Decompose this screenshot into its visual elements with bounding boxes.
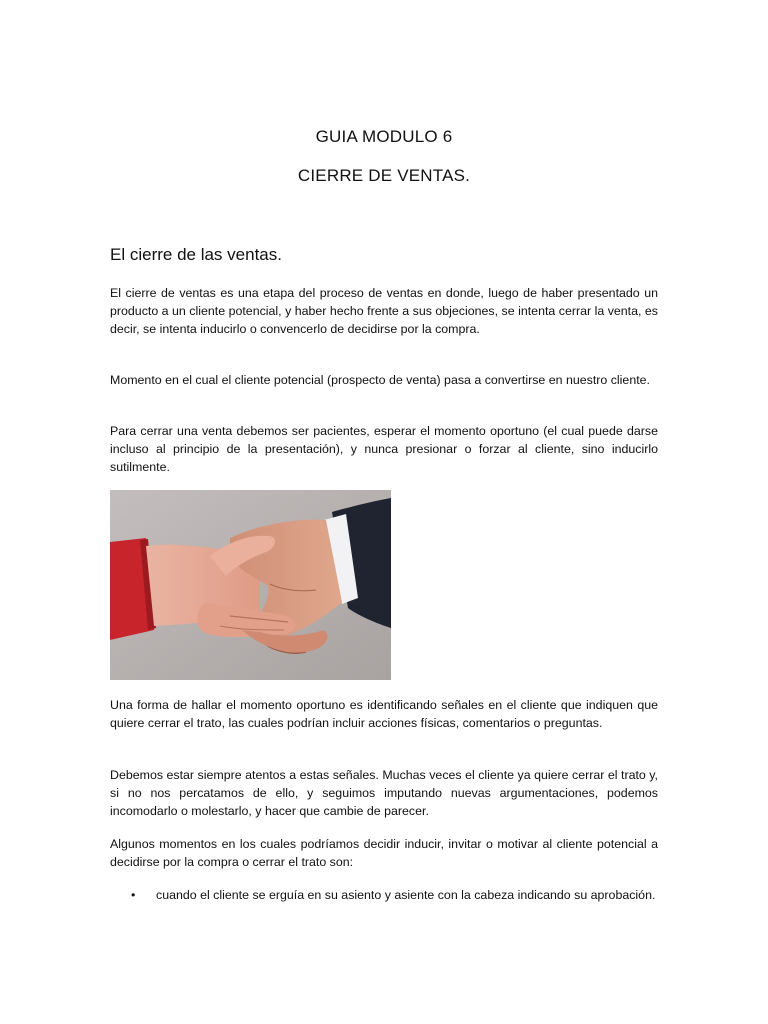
handshake-image [110,490,391,680]
list-item [110,886,658,904]
bullet-icon: • [131,888,136,902]
bullet-list [110,886,658,904]
paragraph-5: Debemos estar siempre atentos a estas señales. Muchas veces el cliente ya quiere cerrar el trato y, si no nos percatamos de ello, y seguimos imputando nuevas argumentaciones, podemos incomodarlo o molestarlo, y hacer que cambie de parecer. [110,768,658,818]
paragraph-6: Algunos momentos en los cuales podríamos decidir inducir, invitar o motivar al cliente potencial a decidirse por la compra o cerrar el trato son: [110,837,658,869]
paragraph-2: Momento en el cual el cliente potencial (prospecto de venta) pasa a convertirse en nuestro cliente. [110,373,650,387]
paragraph-4: Una forma de hallar el momento oportuno es identificando señales en el cliente que indiquen que quiere cerrar el trato, las cuales podrían incluir acciones físicas, comentarios o preguntas. [110,698,658,730]
section-heading: El cierre de las ventas. [110,245,282,264]
paragraph-1: El cierre de ventas es una etapa del proceso de ventas en donde, luego de haber presentado un producto a un cliente potencial, y haber hecho frente a sus objeciones, se intenta cerrar la venta, es decir, se intenta inducirlo o convencerlo de decidirse por la compra. [110,286,658,336]
list-item-text: cuando el cliente se erguía en su asiento y asiente con la cabeza indicando su aprobación. [156,888,656,902]
paragraph-3: Para cerrar una venta debemos ser pacientes, esperar el momento oportuno (el cual puede darse incluso al principio de la presentación), y nunca presionar o forzar al cliente, sino inducirlo sutilmente. [110,424,658,474]
handshake-illustration [110,490,391,680]
document-subtitle: CIERRE DE VENTAS. [297,166,471,185]
document-title: GUIA MODULO 6 [315,127,453,146]
